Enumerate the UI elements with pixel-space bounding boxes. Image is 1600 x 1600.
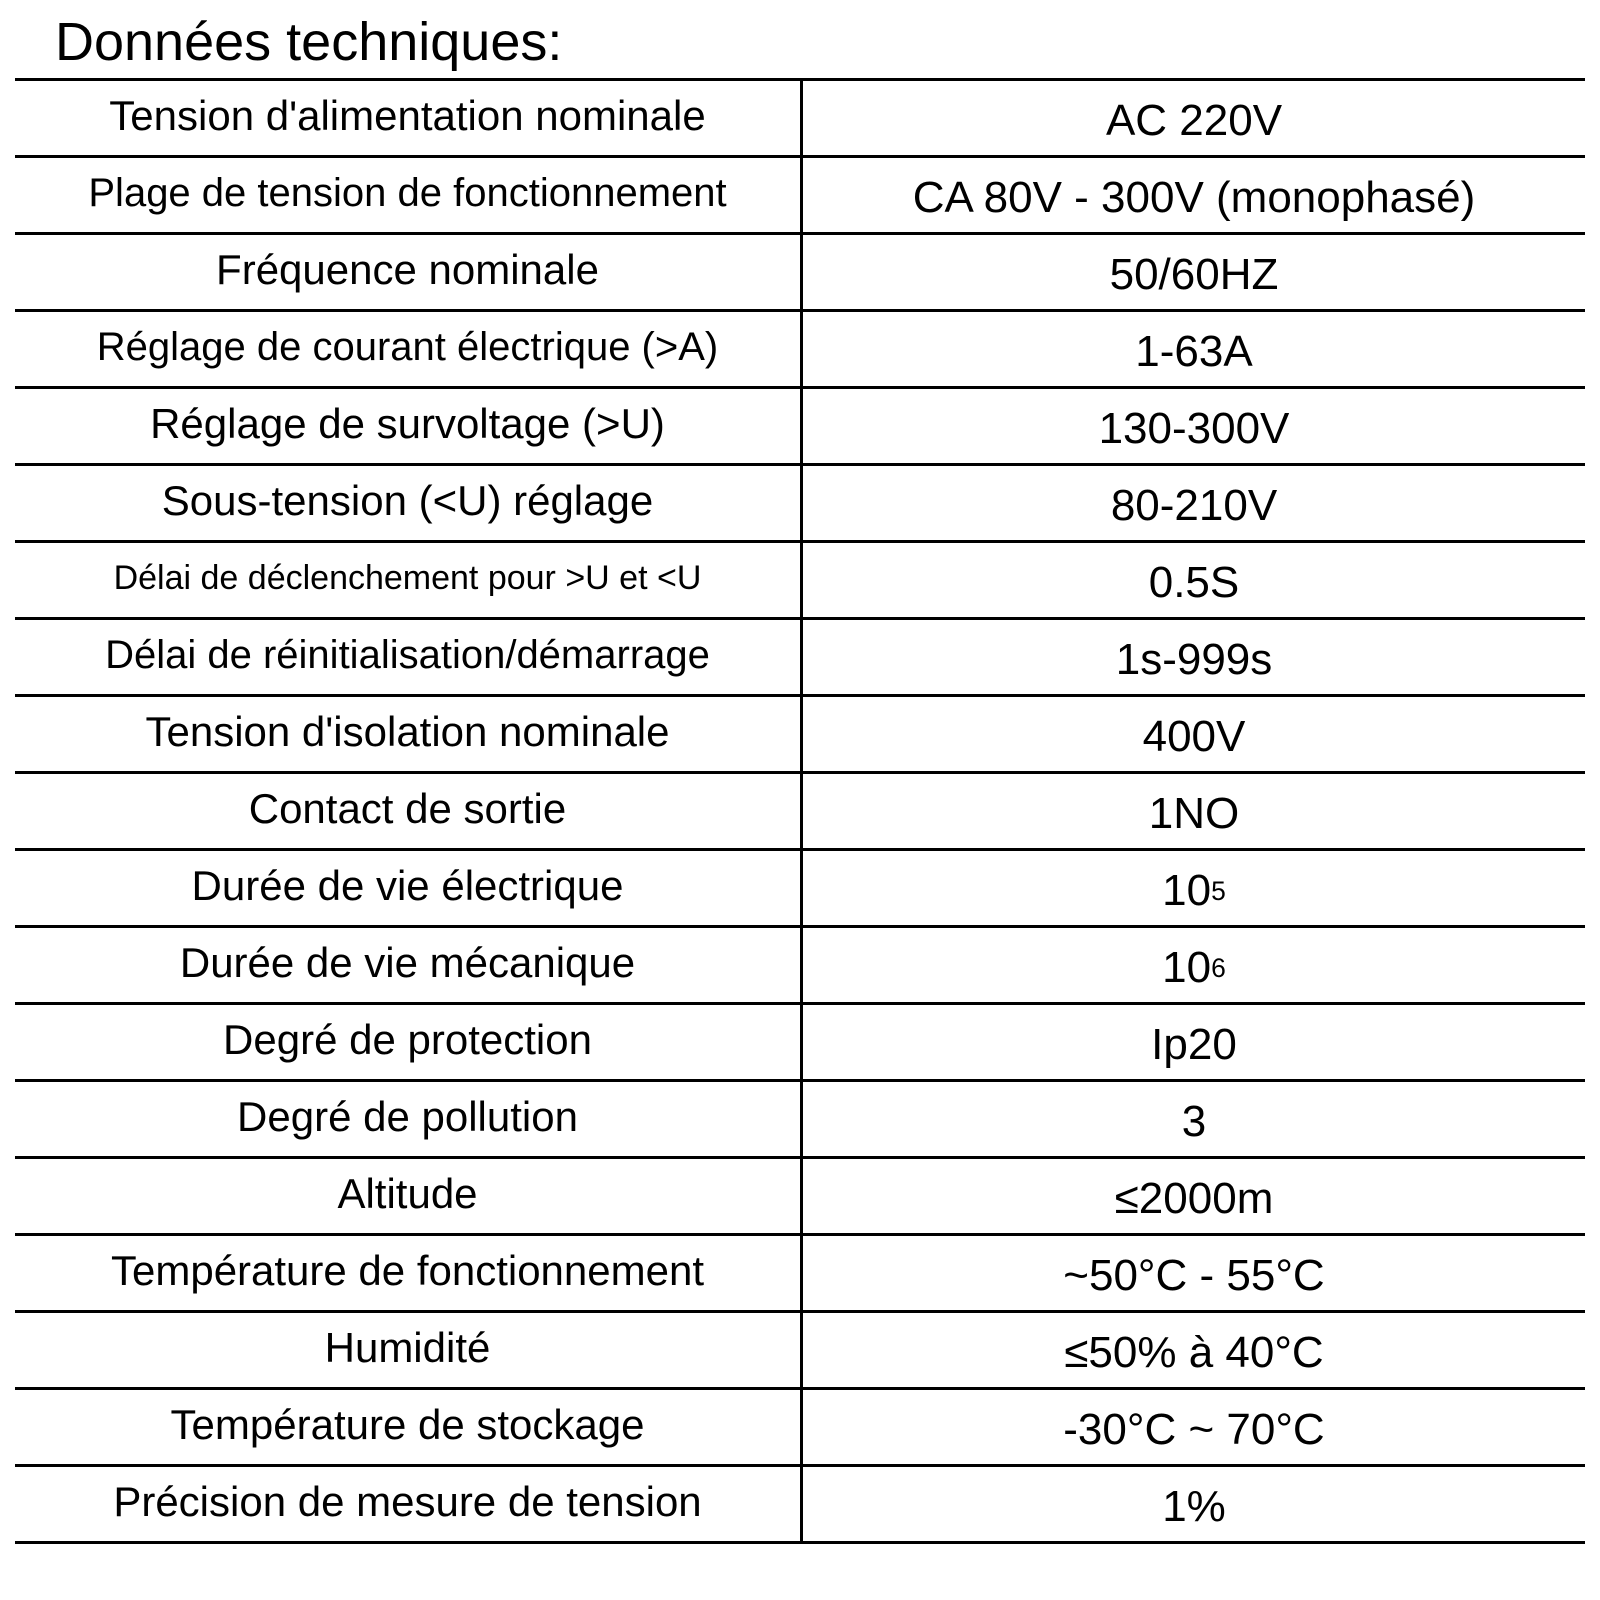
table-row	[15, 1390, 1585, 1467]
row-label: Durée de vie mécanique	[15, 928, 803, 1002]
row-label: Fréquence nominale	[15, 235, 803, 309]
table-row	[15, 928, 1585, 1005]
row-value: 1-63A	[1135, 327, 1253, 376]
row-label: Tension d'isolation nominale	[15, 697, 803, 771]
row-value: 1s-999s	[1115, 635, 1273, 684]
row-value: CA 80V - 300V (monophasé)	[912, 173, 1476, 222]
row-value: 50/60HZ	[1109, 250, 1279, 299]
row-value: 0.5S	[1148, 558, 1240, 607]
row-label: Contact de sortie	[15, 774, 803, 848]
row-label: Altitude	[15, 1159, 803, 1233]
row-value: 10 5	[1162, 866, 1226, 915]
row-label: Degré de pollution	[15, 1082, 803, 1156]
row-value: 10 6	[1162, 943, 1226, 992]
table-row	[15, 81, 1585, 158]
table-row	[15, 466, 1585, 543]
row-value: AC 220V	[1105, 96, 1283, 145]
row-label: Réglage de courant électrique (>A)	[15, 312, 803, 386]
row-label: Degré de protection	[15, 1005, 803, 1079]
table-row	[15, 312, 1585, 389]
table-row	[15, 851, 1585, 928]
spec-table	[15, 78, 1585, 1544]
row-value: ≤50% à 40°C	[1064, 1328, 1324, 1377]
table-row	[15, 1236, 1585, 1313]
row-label: Durée de vie électrique	[15, 851, 803, 925]
row-value: -30°C ~ 70°C	[1063, 1405, 1325, 1454]
row-value: 1NO	[1148, 789, 1240, 838]
row-value: 130-300V	[1098, 404, 1290, 453]
row-value: 400V	[1142, 712, 1246, 761]
row-value: ~50°C - 55°C	[1063, 1251, 1325, 1300]
table-row	[15, 1005, 1585, 1082]
table-row	[15, 1467, 1585, 1544]
table-row	[15, 158, 1585, 235]
row-label: Température de fonctionnement	[15, 1236, 803, 1310]
row-value: 80-210V	[1110, 481, 1278, 530]
row-label: Humidité	[15, 1313, 803, 1387]
row-label: Température de stockage	[15, 1390, 803, 1464]
table-row	[15, 1082, 1585, 1159]
table-row	[15, 543, 1585, 620]
row-label: Sous-tension (<U) réglage	[15, 466, 803, 540]
value-base: 10	[1162, 943, 1212, 992]
row-value: 1%	[1162, 1482, 1226, 1531]
row-label: Tension d'alimentation nominale	[15, 81, 803, 155]
value-base: 10	[1162, 866, 1212, 915]
table-row	[15, 1313, 1585, 1390]
row-label: Plage de tension de fonctionnement	[15, 158, 803, 232]
row-label: Délai de déclenchement pour >U et <U	[15, 543, 803, 617]
table-row	[15, 697, 1585, 774]
table-row	[15, 620, 1585, 697]
row-value: Ip20	[1151, 1020, 1237, 1069]
table-row	[15, 235, 1585, 312]
table-row	[15, 389, 1585, 466]
row-value: ≤2000m	[1114, 1174, 1274, 1223]
row-value: 3	[1181, 1097, 1207, 1146]
row-label: Réglage de survoltage (>U)	[15, 389, 803, 463]
table-row	[15, 774, 1585, 851]
table-row	[15, 1159, 1585, 1236]
row-label: Précision de mesure de tension	[15, 1467, 803, 1541]
row-label: Délai de réinitialisation/démarrage	[15, 620, 803, 694]
page-title: Données techniques:	[55, 12, 563, 72]
